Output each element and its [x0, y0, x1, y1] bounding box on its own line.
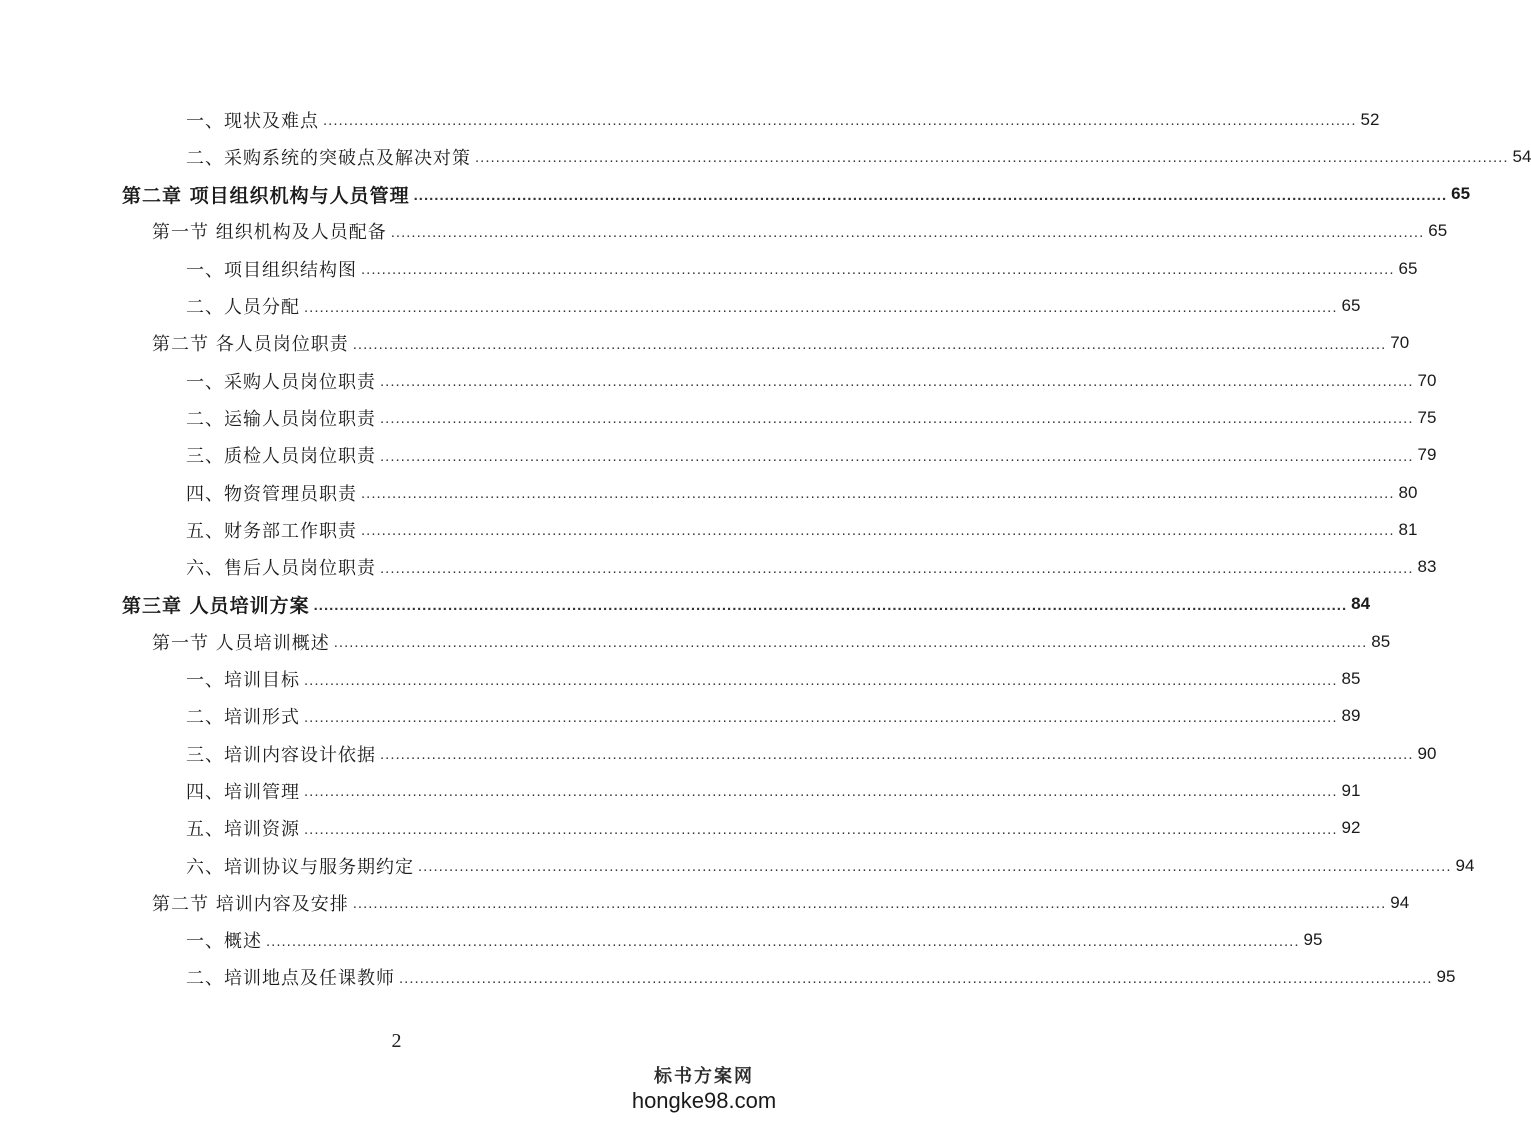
toc-page-number: 94: [1455, 855, 1475, 875]
toc-leader-dots: ........................................................................................................................................................................................................: [313, 596, 1348, 614]
toc-entry-title: 五、培训资源: [186, 819, 300, 841]
toc-page-number: 84: [1351, 594, 1371, 614]
toc-entry-title: 六、培训协议与服务期约定: [186, 856, 414, 878]
toc-entry-title: 二、培训形式: [186, 707, 300, 729]
toc-leader-dots: ........................................................................................................................................................................................................: [304, 671, 1338, 689]
toc-page-number: 89: [1341, 706, 1361, 726]
toc-entry-title: 五、财务部工作职责: [186, 520, 357, 542]
toc-entry-title: 一、培训目标: [186, 670, 300, 691]
watermark-url: hongke98.com: [631, 1088, 777, 1113]
toc-page-number: 54: [1512, 146, 1531, 166]
toc-page-number: 65: [1451, 184, 1471, 204]
toc-page-number: 95: [1303, 930, 1323, 950]
toc-leader-dots: ........................................................................................................................................................................................................: [380, 746, 1414, 764]
toc-item: [186, 698, 1361, 735]
toc-chapter: [122, 586, 1371, 623]
toc-leader-dots: ........................................................................................................................................................................................................: [333, 634, 1368, 652]
toc-leader-dots: ........................................................................................................................................................................................................: [304, 298, 1338, 316]
toc-item: [186, 138, 1531, 175]
toc-entry-title: 第三章 人员培训方案: [122, 594, 310, 617]
toc-leader-dots: ........................................................................................................................................................................................................: [361, 261, 1395, 279]
toc-entry-title: 六、售后人员岗位职责: [186, 558, 376, 580]
toc-page-number: 94: [1390, 892, 1410, 912]
toc-entry-title: 第二节 培训内容及安排: [152, 893, 349, 915]
site-watermark: [629, 1068, 779, 1112]
toc-item: [186, 511, 1418, 548]
toc-page-number: 65: [1341, 296, 1361, 315]
toc-entry-title: 第二章 项目组织机构与人员管理: [122, 184, 410, 207]
toc-leader-dots: ........................................................................................................................................................................................................: [380, 373, 1414, 391]
toc-item: [186, 772, 1361, 809]
toc-leader-dots: ........................................................................................................................................................................................................: [361, 485, 1395, 502]
toc-entry-title: 二、运输人员岗位职责: [186, 408, 376, 430]
toc-entry-title: 三、质检人员岗位职责: [186, 446, 376, 468]
toc-page-number: 90: [1417, 743, 1437, 763]
toc-leader-dots: ........................................................................................................................................................................................................: [380, 447, 1414, 465]
toc-leader-dots: ........................................................................................................................................................................................................: [304, 820, 1338, 838]
toc-entry-title: 二、人员分配: [186, 297, 300, 318]
toc-page-number: 52: [1360, 109, 1380, 129]
toc-entry-title: 第一节 人员培训概述: [152, 632, 330, 654]
toc-item: [186, 362, 1437, 399]
toc-leader-dots: ........................................................................................................................................................................................................: [304, 783, 1338, 801]
toc-entry-title: 一、现状及难点: [186, 110, 319, 132]
toc-entry-title: 一、采购人员岗位职责: [186, 371, 376, 393]
toc-page-number: 70: [1390, 333, 1410, 353]
toc-page-number: 65: [1398, 258, 1418, 278]
toc-item: [186, 810, 1361, 847]
toc-item: [186, 437, 1437, 474]
toc-page-number: 80: [1398, 482, 1418, 502]
toc-leader-dots: ........................................................................................................................................................................................................: [361, 522, 1395, 540]
toc-page-number: 95: [1436, 967, 1456, 987]
toc-leader-dots: ........................................................................................................................................................................................................: [380, 559, 1414, 577]
toc-item: [186, 549, 1437, 586]
toc-page-number: 91: [1341, 780, 1361, 800]
toc-item: [186, 474, 1418, 511]
toc-section: [152, 884, 1410, 921]
toc-leader-dots: ........................................................................................................................................................................................................: [380, 410, 1414, 428]
toc-leader-dots: ........................................................................................................................................................................................................: [418, 858, 1452, 875]
toc-item: [186, 847, 1475, 884]
toc-page-number: 70: [1417, 370, 1437, 390]
toc-leader-dots: ........................................................................................................................................................................................................: [352, 895, 1387, 913]
toc-entry-title: 四、培训管理: [186, 781, 300, 803]
toc-entry-title: 四、物资管理员职责: [186, 483, 357, 505]
toc-entry-title: 第一节 组织机构及人员配备: [152, 222, 387, 244]
toc-item: [186, 288, 1361, 325]
toc-item: [186, 922, 1323, 959]
toc-page-number: 81: [1398, 519, 1418, 539]
toc-leader-dots: ........................................................................................................................................................................................................: [266, 932, 1300, 950]
toc-page-number: 83: [1417, 557, 1437, 577]
toc-page-number: 85: [1341, 669, 1361, 688]
toc-section: [152, 623, 1391, 660]
toc-item: [186, 959, 1456, 996]
toc-leader-dots: ........................................................................................................................................................................................................: [304, 708, 1338, 726]
toc-section: [152, 213, 1448, 250]
toc-page-number: 75: [1417, 407, 1437, 427]
toc-leader-dots: ........................................................................................................................................................................................................: [390, 223, 1425, 241]
toc-leader-dots: ........................................................................................................................................................................................................: [352, 335, 1387, 353]
toc-item: [186, 101, 1380, 138]
toc-entry-title: 第二节 各人员岗位职责: [152, 334, 349, 356]
toc-page-number: 92: [1341, 818, 1361, 838]
toc-item: [186, 399, 1437, 436]
toc-entry-title: 一、概述: [186, 931, 262, 953]
toc-leader-dots: ........................................................................................................................................................................................................: [323, 112, 1357, 129]
page-number: 2: [391, 1030, 402, 1052]
toc-chapter: [122, 176, 1471, 213]
toc-leader-dots: ........................................................................................................................................................................................................: [399, 969, 1433, 987]
toc-leader-dots: ........................................................................................................................................................................................................: [475, 149, 1509, 167]
toc-leader-dots: ........................................................................................................................................................................................................: [413, 186, 1448, 204]
toc-item: [186, 250, 1418, 287]
watermark-site-name: 标书方案网: [654, 1066, 754, 1087]
toc-entry-title: 二、培训地点及任课教师: [186, 968, 395, 990]
toc-entry-title: 三、培训内容设计依据: [186, 744, 376, 766]
toc-page-number: 85: [1371, 631, 1391, 651]
toc-page-number: 79: [1417, 445, 1437, 465]
toc-item: [186, 735, 1437, 772]
toc-entry-title: 一、项目组织结构图: [186, 259, 357, 281]
toc-entry-title: 二、采购系统的突破点及解决对策: [186, 147, 471, 169]
toc-item: [186, 661, 1361, 698]
toc-page-number: 65: [1428, 221, 1448, 241]
toc-section: [152, 325, 1410, 362]
